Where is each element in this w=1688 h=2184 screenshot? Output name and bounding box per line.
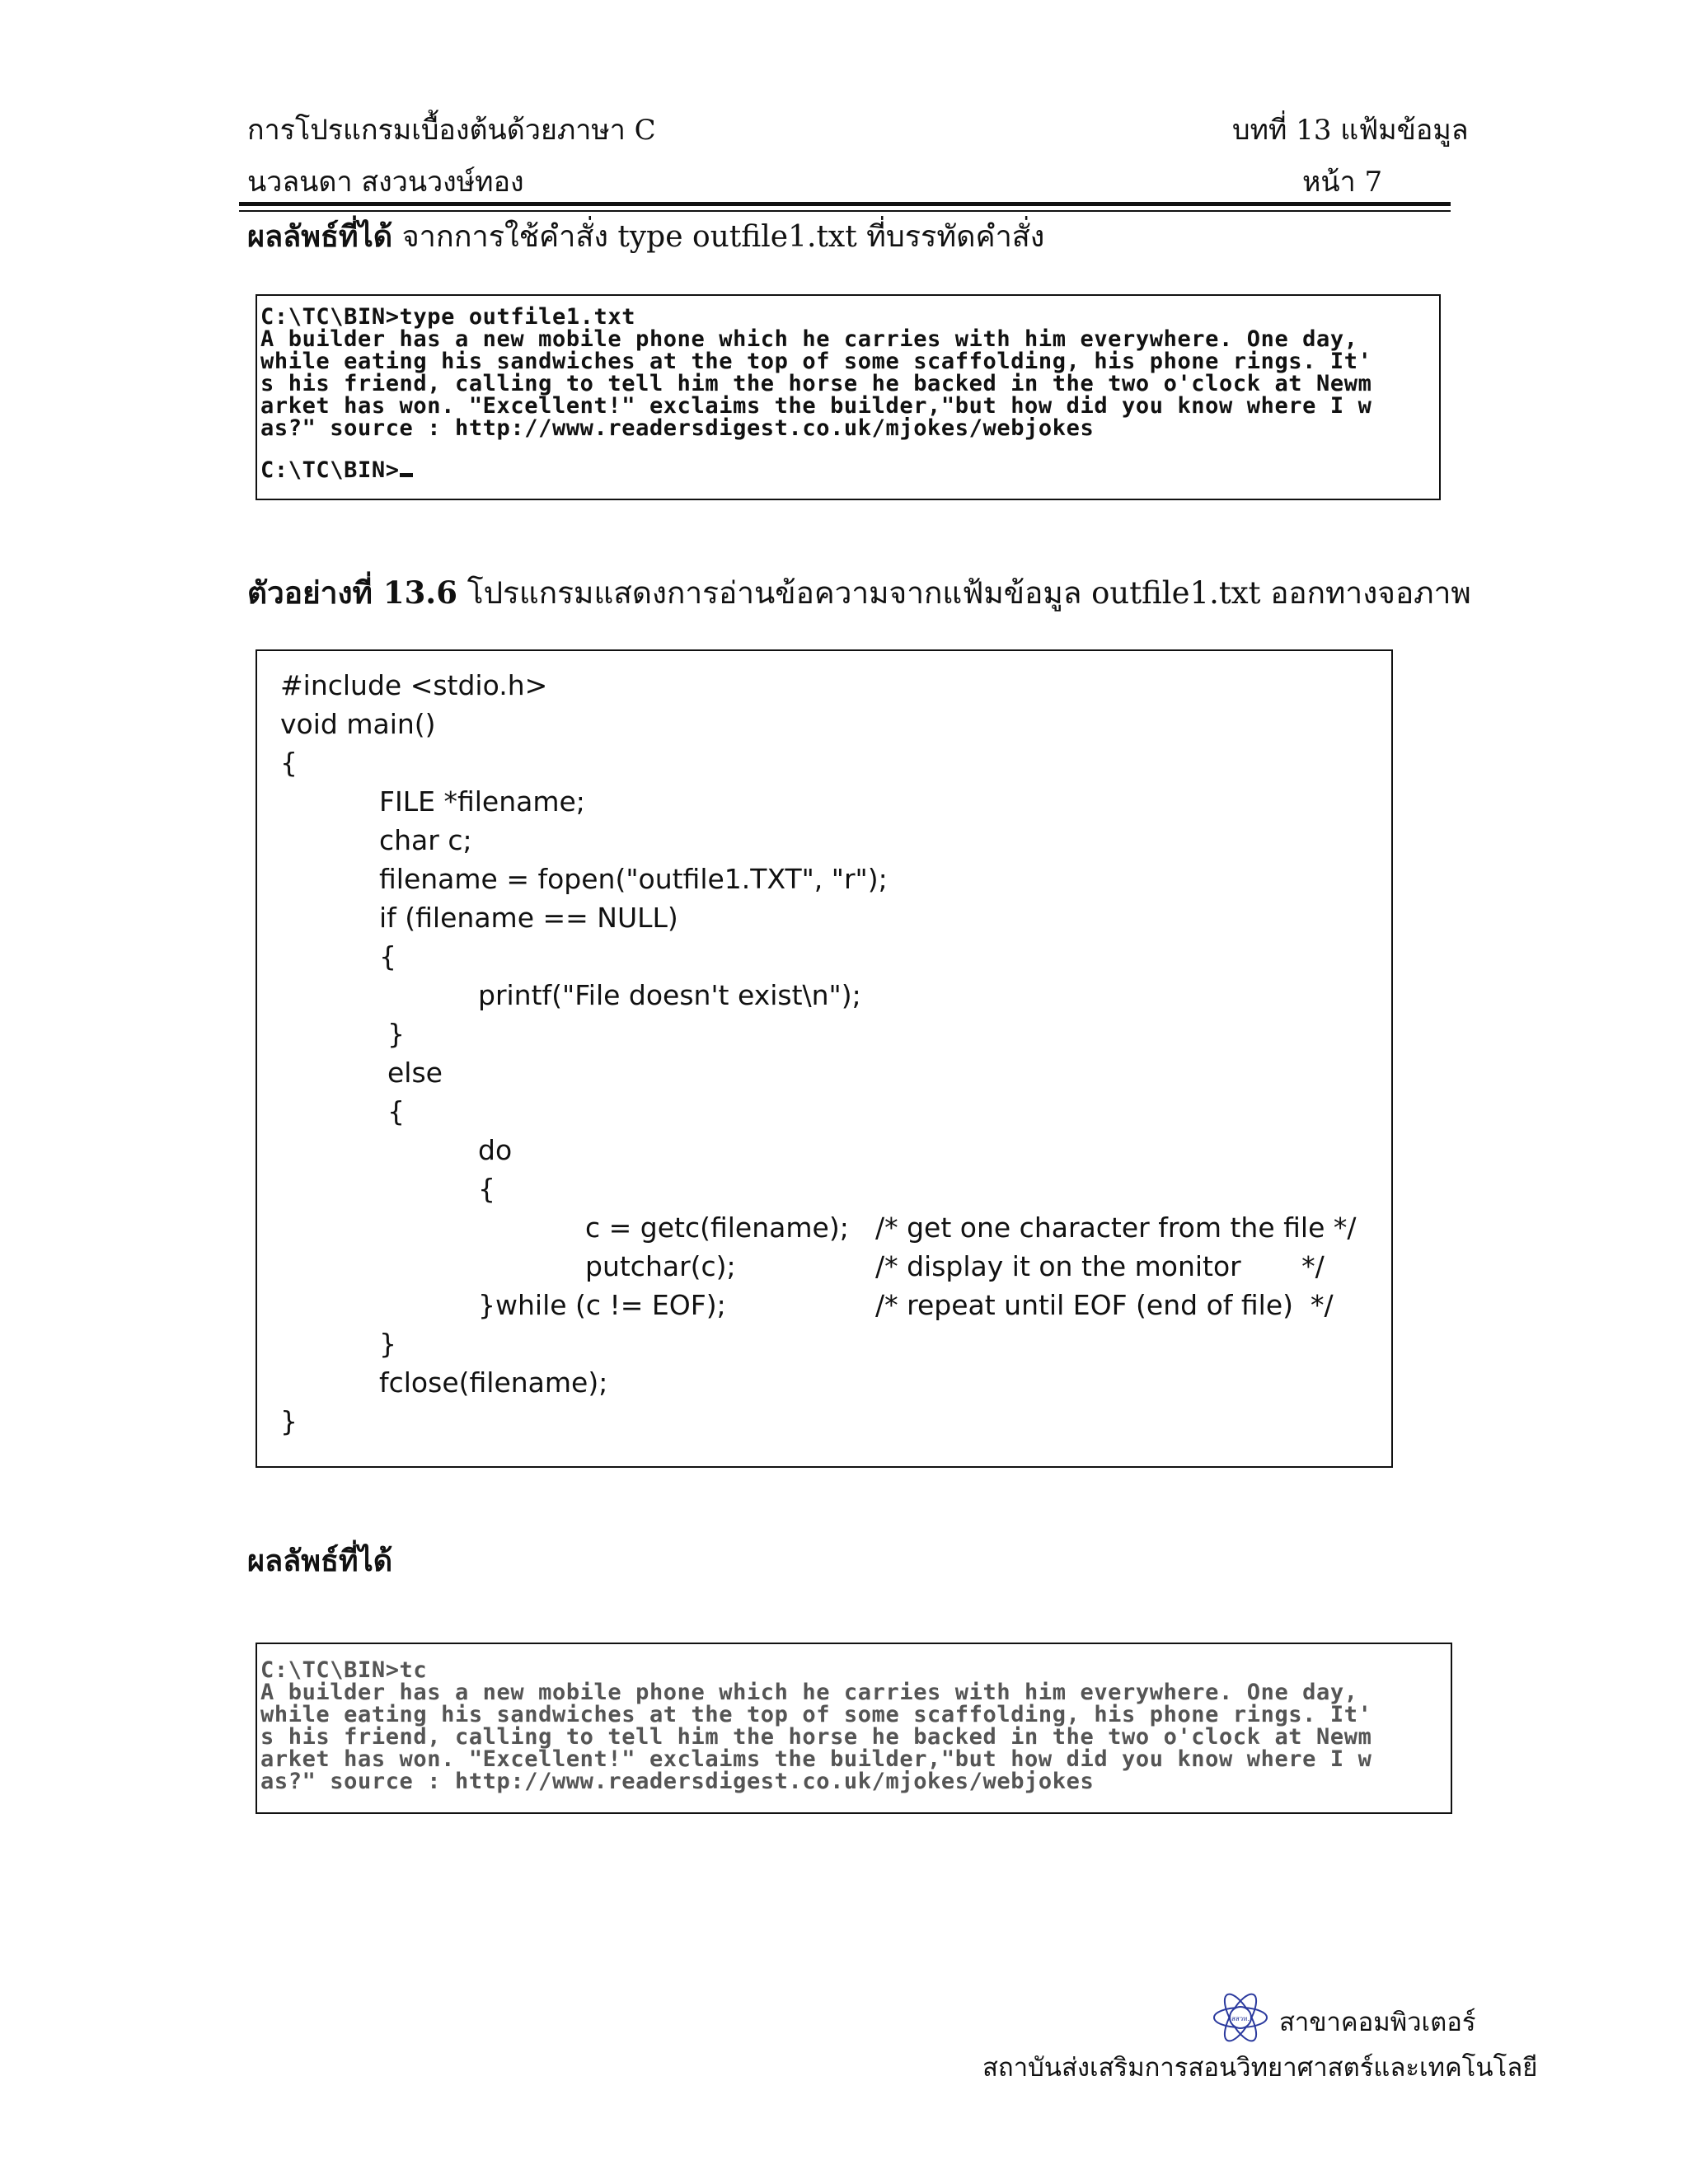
chapter-title: บทที่ 13 แฟ้มข้อมูล <box>1232 114 1469 147</box>
console-line <box>260 439 1439 459</box>
code-line: fclose(filename); <box>379 1366 608 1399</box>
code-line: filename = fopen("outfile1.TXT", "r"); <box>379 863 888 895</box>
code-listing <box>256 649 1393 1468</box>
code-comment: /* get one character from the file */ <box>875 1212 1357 1244</box>
console-line: as?" source : http://www.readersdigest.co.uk/mjokes/webjokes <box>260 415 1095 441</box>
logo-lettering: สสวท. <box>1231 2015 1250 2022</box>
code-comment: /* repeat until EOF (end of file) */ <box>875 1289 1334 1321</box>
console-line: while eating his sandwiches at the top of some scaffolding, his phone rings. It' <box>260 1702 1372 1727</box>
console-line: as?" source : http://www.readersdigest.co.uk/mjokes/webjokes <box>260 1769 1095 1794</box>
header-rule-thick <box>239 202 1451 206</box>
result-suffix-1: จากการใช้คำสั่ง type outfile1.txt ที่บรรทัดคำสั่ง <box>392 220 1045 254</box>
footer-department: สาขาคอมพิวเตอร์ <box>1279 2008 1476 2037</box>
example-label: ตัวอย่างที่ 13.6 <box>247 574 457 611</box>
console-line: arket has won. "Excellent!" exclaims the builder,"but how did you know where I w <box>260 393 1372 419</box>
console-line: s his friend, calling to tell him the horse he backed in the two o'clock at Newm <box>260 1724 1372 1750</box>
console-line: A builder has a new mobile phone which he carries with him everywhere. One day, <box>260 1680 1358 1705</box>
code-line: if (filename == NULL) <box>379 902 678 934</box>
code-line: else <box>387 1057 443 1089</box>
code-line: { <box>478 1173 495 1205</box>
code-comment: /* display it on the monitor */ <box>875 1250 1325 1282</box>
console-output-tc <box>256 1643 1452 1814</box>
console-line: A builder has a new mobile phone which he carries with him everywhere. One day, <box>260 326 1358 352</box>
code-line: }while (c != EOF); <box>478 1289 726 1321</box>
code-line: { <box>280 747 298 779</box>
code-line: putchar(c); <box>585 1250 736 1282</box>
code-line: #include <stdio.h> <box>280 669 548 701</box>
code-line: void main() <box>280 708 436 740</box>
code-line: } <box>387 1018 405 1050</box>
console-line: arket has won. "Excellent!" exclaims the builder,"but how did you know where I w <box>260 1746 1372 1772</box>
code-line: c = getc(filename); <box>585 1212 849 1244</box>
result-caption-2: ผลลัพธ์ที่ได้ <box>247 1544 393 1578</box>
footer-institute: สถาบันส่งเสริมการสอนวิทยาศาสตร์และเทคโนโลยี <box>982 2053 1538 2083</box>
result-label-1: ผลลัพธ์ที่ได้ <box>247 219 393 254</box>
code-line: FILE *filename; <box>379 785 585 818</box>
result-caption-1 <box>247 213 1044 260</box>
console-line: s his friend, calling to tell him the horse he backed in the two o'clock at Newm <box>260 371 1372 396</box>
book-title: การโปรแกรมเบื้องต้นด้วยภาษา C <box>247 114 656 147</box>
console-line: while eating his sandwiches at the top of some scaffolding, his phone rings. It' <box>260 349 1372 374</box>
page-number: หน้า 7 <box>1302 166 1383 199</box>
console-output-type <box>256 294 1441 500</box>
institute-logo-icon <box>1212 1989 1269 2046</box>
code-line: } <box>379 1328 396 1360</box>
code-line: do <box>478 1134 513 1166</box>
author-name: นวลนดา สงวนวงษ์ทอง <box>247 166 524 199</box>
header-rule-thin <box>239 210 1451 212</box>
example-caption <box>247 569 1471 617</box>
code-line: printf("File doesn't exist\n"); <box>478 979 861 1011</box>
cursor-icon <box>400 473 413 477</box>
code-line: { <box>379 940 396 972</box>
console-line: C:\TC\BIN>tc <box>260 1657 428 1683</box>
code-line: } <box>280 1405 298 1437</box>
code-line: { <box>387 1095 405 1127</box>
code-line: char c; <box>379 824 472 856</box>
console-prompt-line <box>260 459 1439 481</box>
console-prompt: C:\TC\BIN> <box>260 457 400 483</box>
console-line: C:\TC\BIN>type outfile1.txt <box>260 304 636 330</box>
example-description: โปรแกรมแสดงการอ่านข้อความจากแฟ้มข้อมูล outfile1.txt ออกทางจอภาพ <box>457 575 1471 611</box>
